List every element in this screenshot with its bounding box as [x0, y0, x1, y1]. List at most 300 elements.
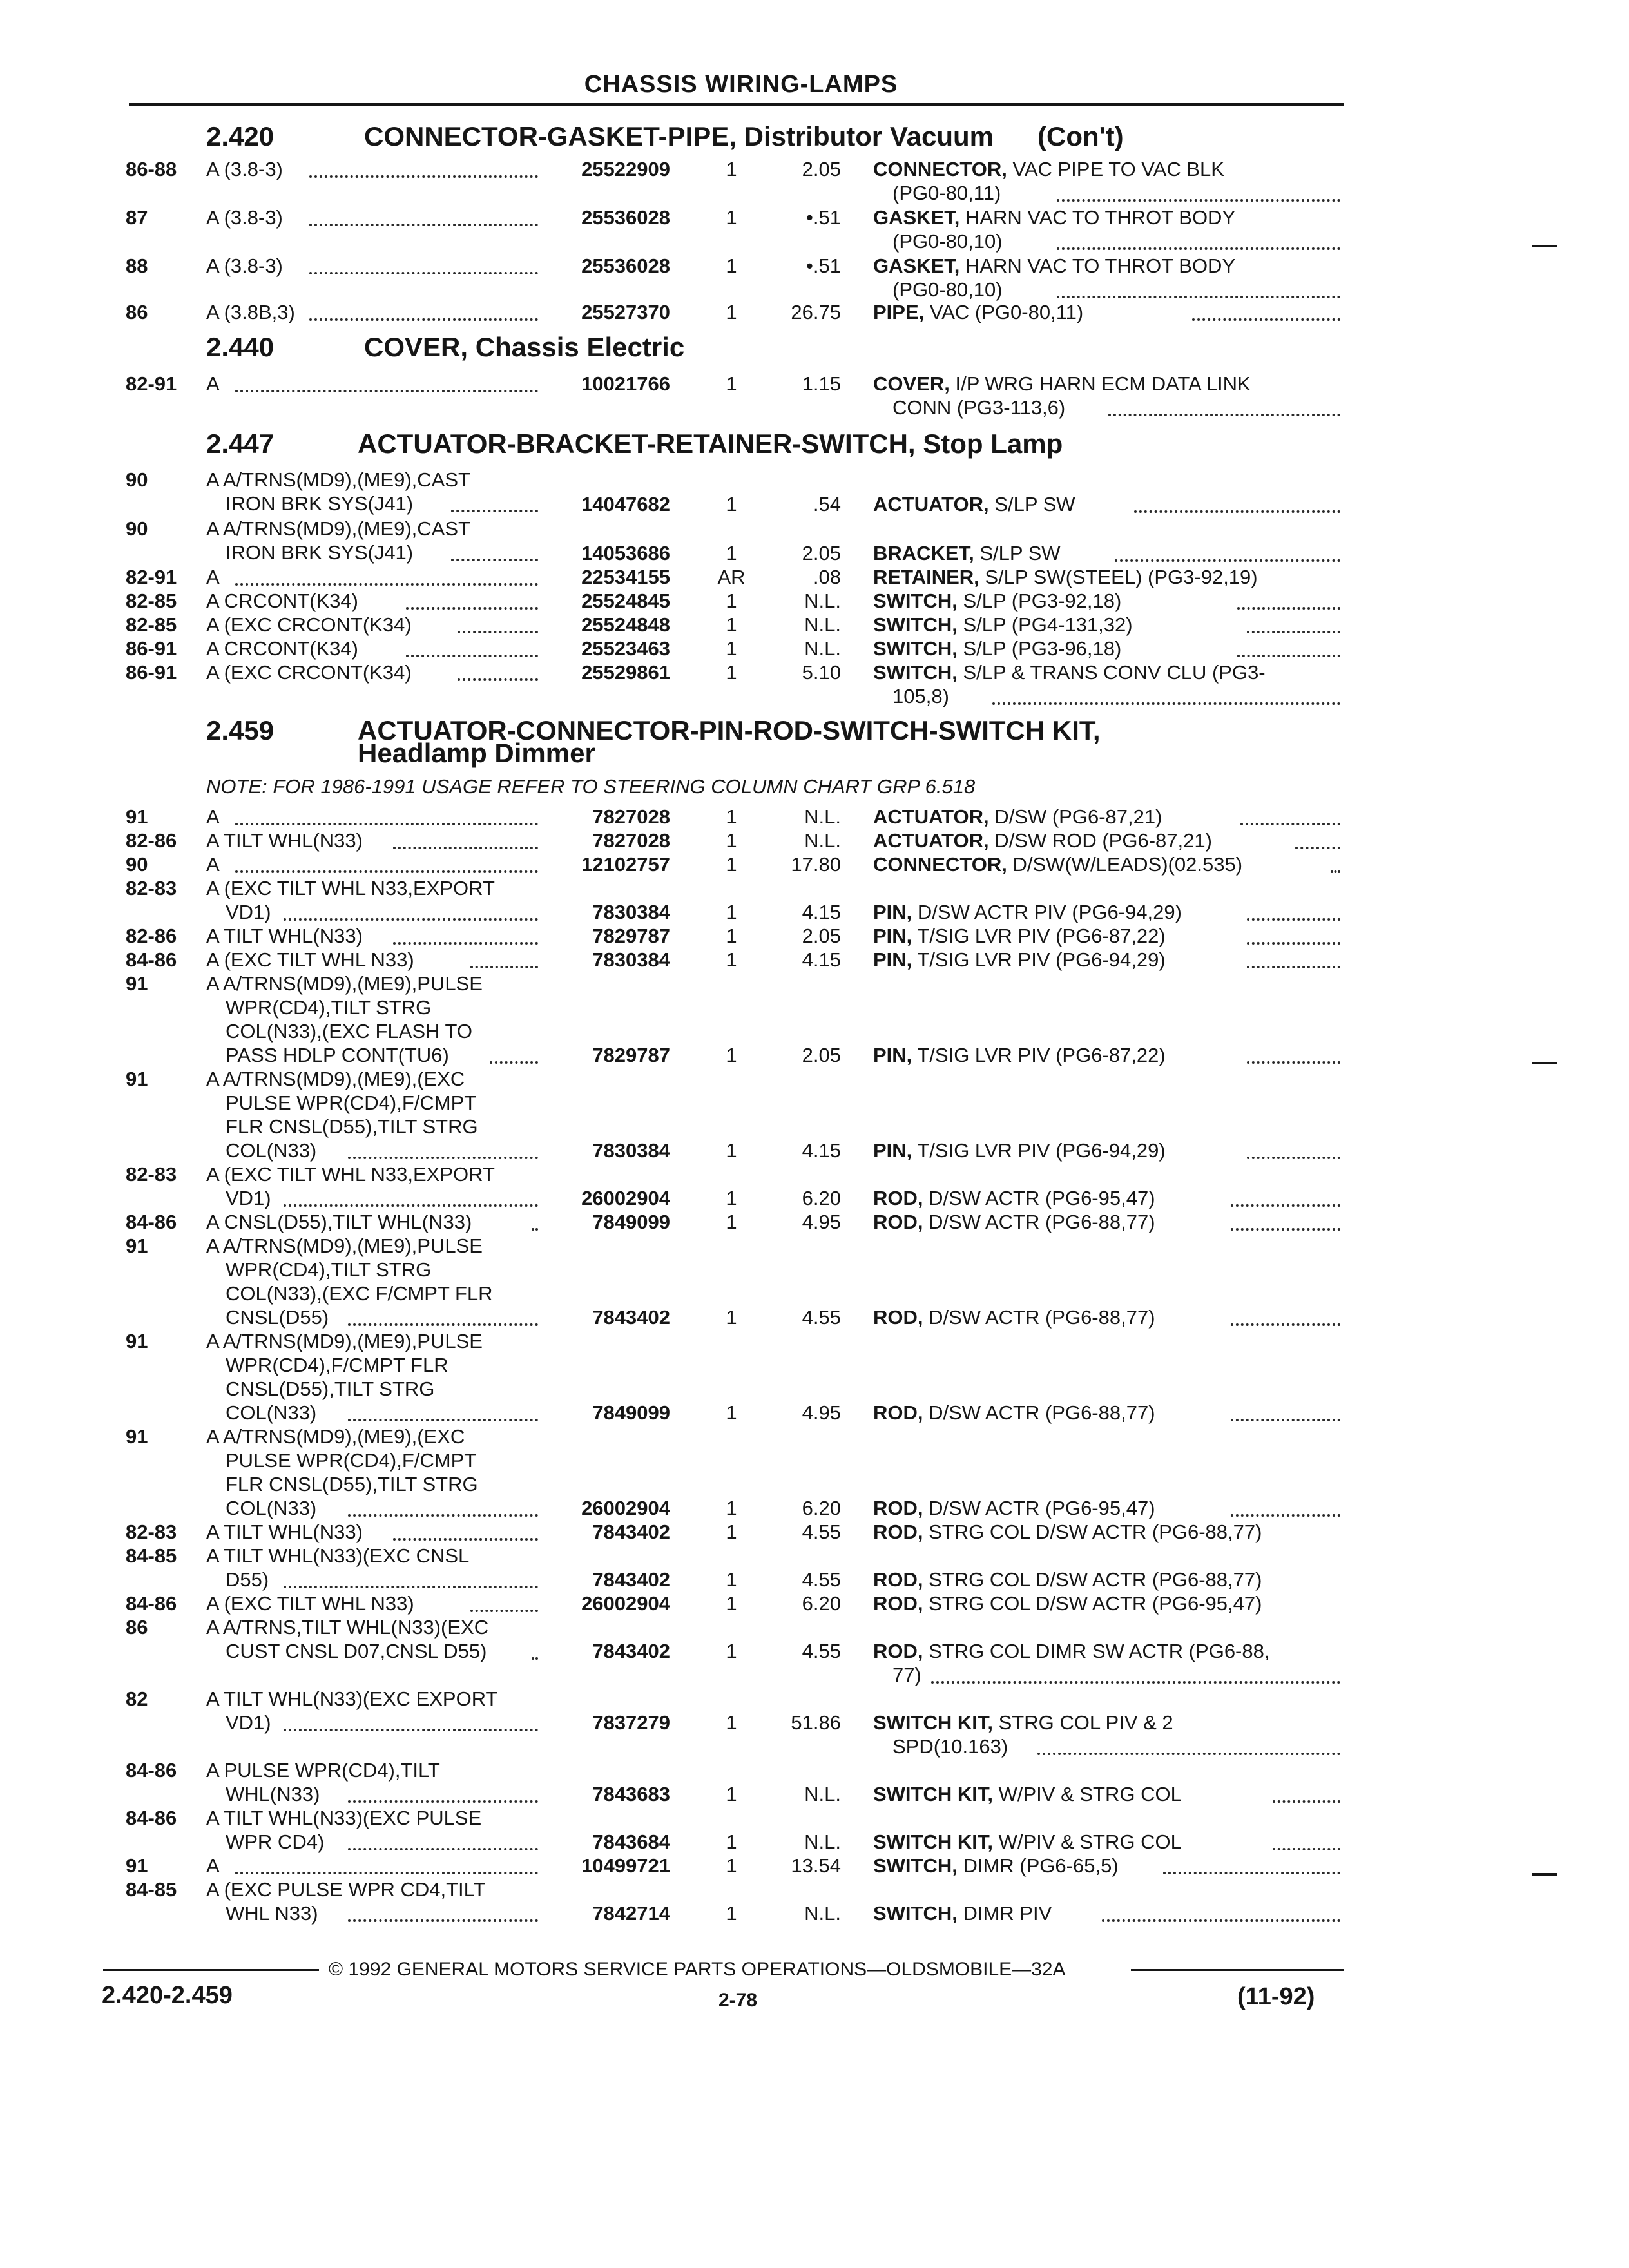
- description-continued: (PG0-80,11): [892, 182, 1001, 204]
- dot-leader: [458, 631, 538, 633]
- application-continued: IRON BRK SYS(J41): [226, 492, 414, 515]
- dot-leader: [1247, 966, 1340, 968]
- application: A TILT WHL(N33)(EXC CNSL: [206, 1544, 470, 1567]
- description: [873, 1831, 1182, 1854]
- part-number-text: 26002904: [581, 1187, 670, 1209]
- description-noun: COVER,: [873, 372, 950, 395]
- description-continued: (PG0-80,10): [892, 278, 1003, 301]
- part-number-text: 25524848: [581, 613, 670, 636]
- description-noun: PIN,: [873, 948, 912, 971]
- quantity: 1: [726, 1497, 737, 1519]
- description-noun: ROD,: [873, 1211, 923, 1233]
- quantity: 1: [726, 853, 737, 876]
- description: [873, 1187, 1155, 1210]
- quantity: 1: [726, 1187, 737, 1209]
- dot-leader: [235, 870, 538, 873]
- description-detail: S/LP SW: [974, 542, 1061, 564]
- description-noun: GASKET,: [873, 206, 960, 229]
- price-text: 5.10: [802, 661, 841, 684]
- part-number-text: 7830384: [592, 948, 670, 971]
- dot-leader: [309, 272, 538, 274]
- part-number-text: 25523463: [581, 637, 670, 660]
- application: A A/TRNS(MD9),(ME9),PULSE: [206, 1235, 483, 1257]
- description-detail: STRG COL DIMR SW ACTR (PG6-88,: [923, 1640, 1270, 1662]
- description: [873, 542, 1061, 565]
- description-continued: (PG0-80,10): [892, 230, 1003, 253]
- description-continued: CONN (PG3-113,6): [892, 396, 1066, 419]
- part-number-text: 25536028: [581, 255, 670, 277]
- price-text: 4.95: [802, 1211, 841, 1233]
- description-detail: STRG COL D/SW ACTR (PG6-95,47): [923, 1592, 1262, 1615]
- quantity: 1: [726, 925, 737, 947]
- dot-leader: [1231, 1228, 1340, 1231]
- application-continued: WPR(CD4),F/CMPT FLR: [226, 1354, 448, 1376]
- model-year: 84-85: [126, 1878, 177, 1901]
- model-year: 82-83: [126, 877, 177, 899]
- quantity: 1: [726, 1211, 737, 1233]
- dot-leader: [1163, 1872, 1340, 1874]
- application: A (EXC CRCONT(K34): [206, 613, 412, 636]
- dot-leader: [1240, 823, 1340, 825]
- application: A CNSL(D55),TILT WHL(N33): [206, 1211, 472, 1233]
- quantity: 1: [726, 493, 737, 515]
- price-text: N.L.: [804, 637, 841, 660]
- description-detail: D/SW ACTR (PG6-88,77): [923, 1306, 1155, 1329]
- part-number-text: 7843684: [592, 1831, 670, 1853]
- dot-leader: [490, 1061, 538, 1064]
- description: [873, 1211, 1155, 1234]
- model-year: 82-86: [126, 925, 177, 947]
- dot-leader: [284, 1729, 538, 1731]
- description: [873, 1306, 1155, 1329]
- model-year: 84-86: [126, 1211, 177, 1233]
- model-year: 82-85: [126, 613, 177, 636]
- application: A (3.8-3): [206, 255, 283, 277]
- quantity: 1: [726, 255, 737, 277]
- dot-leader: [348, 1419, 538, 1421]
- margin-mark: [1532, 1873, 1557, 1876]
- quantity: 1: [726, 1592, 737, 1615]
- quantity: 1: [726, 1401, 737, 1424]
- dot-leader: [1037, 1753, 1340, 1755]
- part-number-text: 7827028: [592, 805, 670, 828]
- description-noun: ACTUATOR,: [873, 493, 989, 515]
- application: A (EXC TILT WHL N33,EXPORT: [206, 877, 495, 899]
- price-text: N.L.: [804, 1831, 841, 1853]
- dot-leader: [1134, 510, 1340, 513]
- application-continued: CUST CNSL D07,CNSL D55): [226, 1640, 487, 1662]
- dot-leader: [235, 1872, 538, 1874]
- application: A (EXC CRCONT(K34): [206, 661, 412, 684]
- footer-rule-right: [1131, 1969, 1344, 1971]
- description: [873, 829, 1212, 852]
- description-noun: SWITCH KIT,: [873, 1831, 993, 1853]
- quantity: 1: [726, 1521, 737, 1543]
- dot-leader: [1231, 1514, 1340, 1517]
- application-continued: WPR CD4): [226, 1831, 325, 1853]
- model-year: 82: [126, 1687, 148, 1710]
- application: A: [206, 372, 220, 395]
- footer-page-number: 2-78: [718, 1990, 758, 2011]
- description: [873, 206, 1235, 229]
- quantity: 1: [726, 206, 737, 229]
- dot-leader: [1247, 631, 1340, 633]
- dot-leader: [393, 847, 538, 849]
- description-detail: I/P WRG HARN ECM DATA LINK: [949, 372, 1251, 395]
- description-noun: ROD,: [873, 1306, 923, 1329]
- quantity: 1: [726, 542, 737, 564]
- part-number-text: 7829787: [592, 1044, 670, 1066]
- price-text: N.L.: [804, 1783, 841, 1805]
- description-noun: SWITCH,: [873, 590, 958, 612]
- part-number-text: 25536028: [581, 206, 670, 229]
- dot-leader: [309, 175, 538, 178]
- dot-leader: [1237, 655, 1340, 657]
- price-text: 2.05: [802, 158, 841, 180]
- application: A A/TRNS,TILT WHL(N33)(EXC: [206, 1616, 489, 1639]
- application-continued: COL(N33),(EXC FLASH TO: [226, 1020, 473, 1043]
- dot-leader: [235, 823, 538, 825]
- price-text: 2.05: [802, 542, 841, 564]
- description-noun: RETAINER,: [873, 566, 979, 588]
- model-year: 87: [126, 206, 148, 229]
- description-noun: ACTUATOR,: [873, 805, 989, 828]
- price-text: 4.55: [802, 1640, 841, 1662]
- section-note: NOTE: FOR 1986-1991 USAGE REFER TO STEERING COLUMN CHART GRP 6.518: [206, 775, 976, 798]
- model-year: 86: [126, 301, 148, 323]
- description-detail: VAC PIPE TO VAC BLK: [1007, 158, 1224, 180]
- application: A: [206, 853, 220, 876]
- price-text: 6.20: [802, 1592, 841, 1615]
- price-text: 4.55: [802, 1521, 841, 1543]
- description: [873, 1044, 1166, 1067]
- model-year: 82-85: [126, 590, 177, 612]
- part-number-text: 7830384: [592, 901, 670, 923]
- part-number-text: 7829787: [592, 925, 670, 947]
- description: [873, 1783, 1182, 1806]
- dot-leader: [1192, 318, 1340, 321]
- dot-leader: [348, 1323, 538, 1326]
- application-continued: COL(N33): [226, 1497, 317, 1519]
- model-year: 91: [126, 1425, 148, 1448]
- description-detail: S/LP SW(STEEL) (PG3-92,19): [979, 566, 1258, 588]
- application-continued: CNSL(D55): [226, 1306, 329, 1329]
- application: A (3.8-3): [206, 206, 283, 229]
- description-noun: ROD,: [873, 1640, 923, 1662]
- description: [873, 590, 1121, 613]
- application: A A/TRNS(MD9),(ME9),CAST: [206, 517, 470, 540]
- description-noun: ROD,: [873, 1521, 923, 1543]
- part-number-text: 26002904: [581, 1497, 670, 1519]
- application: A A/TRNS(MD9),(ME9),PULSE: [206, 972, 483, 995]
- application: A (EXC TILT WHL N33,EXPORT: [206, 1163, 495, 1186]
- part-number-text: 14047682: [581, 493, 670, 515]
- description: [873, 661, 1266, 684]
- description-continued: SPD(10.163): [892, 1735, 1008, 1758]
- section-number: 2.447: [206, 428, 275, 459]
- dot-leader: [1237, 607, 1340, 610]
- description-detail: S/LP & TRANS CONV CLU (PG3-: [957, 661, 1266, 684]
- quantity: 1: [726, 1640, 737, 1662]
- description: [873, 1139, 1166, 1162]
- application-continued: FLR CNSL(D55),TILT STRG: [226, 1115, 478, 1138]
- dot-leader: [393, 942, 538, 945]
- description-noun: ROD,: [873, 1497, 923, 1519]
- application: A TILT WHL(N33): [206, 829, 363, 852]
- description-detail: D/SW ACTR (PG6-95,47): [923, 1187, 1155, 1209]
- price-text: 4.55: [802, 1306, 841, 1329]
- dot-leader: [1057, 296, 1340, 298]
- dot-leader: [470, 966, 538, 968]
- dot-leader: [992, 702, 1340, 705]
- application: A A/TRNS(MD9),(ME9),CAST: [206, 468, 470, 491]
- description-detail: D/SW (PG6-87,21): [988, 805, 1162, 828]
- application: A TILT WHL(N33): [206, 1521, 363, 1543]
- description-continued: 105,8): [892, 685, 949, 707]
- header-rule: [129, 103, 1344, 106]
- model-year: 90: [126, 517, 148, 540]
- price-text: N.L.: [804, 590, 841, 612]
- description-noun: SWITCH,: [873, 1854, 958, 1877]
- dot-leader: [393, 1538, 538, 1541]
- dot-leader: [458, 678, 538, 681]
- description-noun: SWITCH,: [873, 1902, 958, 1925]
- description-noun: PIPE,: [873, 301, 925, 323]
- application-continued: WPR(CD4),TILT STRG: [226, 1258, 432, 1281]
- price-text: 4.15: [802, 1139, 841, 1162]
- application: A TILT WHL(N33): [206, 925, 363, 947]
- dot-leader: [1247, 1157, 1340, 1159]
- quantity: 1: [726, 901, 737, 923]
- dot-leader: [348, 1919, 538, 1922]
- description-noun: GASKET,: [873, 255, 960, 277]
- model-year: 82-86: [126, 829, 177, 852]
- price-text: .08: [813, 566, 841, 588]
- dot-leader: [284, 1586, 538, 1588]
- footer-range: 2.420-2.459: [102, 1982, 233, 2009]
- part-number-text: 25522909: [581, 158, 670, 180]
- description-detail: D/SW ACTR (PG6-88,77): [923, 1401, 1155, 1424]
- part-number-text: 7843402: [592, 1521, 670, 1543]
- quantity: 1: [726, 661, 737, 684]
- model-year: 86-91: [126, 637, 177, 660]
- dot-leader: [348, 1800, 538, 1803]
- description-detail: T/SIG LVR PIV (PG6-94,29): [912, 1139, 1166, 1162]
- quantity: 1: [726, 1306, 737, 1329]
- part-number-text: 7827028: [592, 829, 670, 852]
- price-text: 4.95: [802, 1401, 841, 1424]
- part-number-text: 7837279: [592, 1711, 670, 1734]
- description: [873, 566, 1258, 589]
- section-number: 2.440: [206, 332, 275, 362]
- description-detail: W/PIV & STRG COL: [993, 1783, 1182, 1805]
- part-number-text: 25529861: [581, 661, 670, 684]
- quantity: 1: [726, 158, 737, 180]
- dot-leader: [1231, 1419, 1340, 1421]
- page-header-title: CHASSIS WIRING-LAMPS: [584, 71, 898, 98]
- section-title: CONNECTOR-GASKET-PIPE, Distributor Vacuum (Con't): [364, 121, 1124, 151]
- part-number-text: 7843402: [592, 1568, 670, 1591]
- model-year: 90: [126, 468, 148, 491]
- application-continued: FLR CNSL(D55),TILT STRG: [226, 1473, 478, 1495]
- description-detail: STRG COL D/SW ACTR (PG6-88,77): [923, 1568, 1262, 1591]
- description: [873, 1521, 1262, 1544]
- margin-mark: [1532, 1062, 1557, 1064]
- description-detail: S/LP SW: [988, 493, 1075, 515]
- description: [873, 637, 1121, 660]
- description-noun: ACTUATOR,: [873, 829, 989, 852]
- description-noun: SWITCH,: [873, 661, 958, 684]
- description-detail: D/SW ROD (PG6-87,21): [988, 829, 1212, 852]
- price-text: •.51: [806, 206, 841, 229]
- description-noun: CONNECTOR,: [873, 853, 1007, 876]
- description-detail: D/SW ACTR PIV (PG6-94,29): [912, 901, 1182, 923]
- dot-leader: [451, 559, 538, 561]
- model-year: 91: [126, 1068, 148, 1090]
- dot-leader: [470, 1610, 538, 1612]
- part-number-text: 7843683: [592, 1783, 670, 1805]
- description-noun: PIN,: [873, 901, 912, 923]
- part-number-text: 26002904: [581, 1592, 670, 1615]
- description-noun: SWITCH KIT,: [873, 1711, 993, 1734]
- quantity: 1: [726, 301, 737, 323]
- quantity: 1: [726, 1902, 737, 1925]
- dot-leader: [931, 1681, 1340, 1684]
- price-text: N.L.: [804, 1902, 841, 1925]
- description: [873, 1592, 1262, 1615]
- description: [873, 805, 1162, 829]
- quantity: 1: [726, 805, 737, 828]
- model-year: 91: [126, 1854, 148, 1877]
- dot-leader: [348, 1514, 538, 1517]
- application: A (EXC TILT WHL N33): [206, 948, 414, 971]
- price-text: 17.80: [791, 853, 841, 876]
- quantity: 1: [726, 1831, 737, 1853]
- dot-leader: [1247, 942, 1340, 945]
- description-detail: DIMR PIV: [957, 1902, 1052, 1925]
- part-number-text: 10499721: [581, 1854, 670, 1877]
- model-year: 84-86: [126, 1759, 177, 1782]
- dot-leader: [309, 224, 538, 226]
- description-noun: ROD,: [873, 1592, 923, 1615]
- model-year: 91: [126, 805, 148, 828]
- description-detail: T/SIG LVR PIV (PG6-87,22): [912, 925, 1166, 947]
- application-continued: VD1): [226, 901, 271, 923]
- description-detail: D/SW ACTR (PG6-88,77): [923, 1211, 1155, 1233]
- description-detail: HARN VAC TO THROT BODY: [959, 206, 1236, 229]
- dot-leader: [1231, 1323, 1340, 1326]
- part-number-text: 22534155: [581, 566, 670, 588]
- description-detail: D/SW ACTR (PG6-95,47): [923, 1497, 1155, 1519]
- application: A A/TRNS(MD9),(ME9),PULSE: [206, 1330, 483, 1352]
- application-continued: VD1): [226, 1711, 271, 1734]
- quantity: 1: [726, 948, 737, 971]
- quantity: 1: [726, 1783, 737, 1805]
- description: [873, 853, 1242, 876]
- description: [873, 1497, 1155, 1520]
- dot-leader: [1115, 559, 1340, 562]
- dot-leader: [1057, 247, 1340, 250]
- dot-leader: [406, 655, 538, 657]
- model-year: 91: [126, 972, 148, 995]
- section-title-line2: Headlamp Dimmer: [358, 738, 595, 768]
- section-number: 2.420: [206, 121, 275, 151]
- description-noun: SWITCH KIT,: [873, 1783, 993, 1805]
- description: [873, 1568, 1262, 1591]
- application: A A/TRNS(MD9),(ME9),(EXC: [206, 1425, 465, 1448]
- quantity: 1: [726, 1854, 737, 1877]
- description-noun: ROD,: [873, 1401, 923, 1424]
- dot-leader: [406, 607, 538, 610]
- description: [873, 1640, 1269, 1663]
- description-detail: S/LP (PG3-92,18): [957, 590, 1122, 612]
- application-continued: CNSL(D55),TILT STRG: [226, 1378, 435, 1400]
- application: A A/TRNS(MD9),(ME9),(EXC: [206, 1068, 465, 1090]
- price-text: 1.15: [802, 372, 841, 395]
- description-noun: ROD,: [873, 1187, 923, 1209]
- part-number-text: 7843402: [592, 1306, 670, 1329]
- dot-leader: [1057, 199, 1340, 202]
- price-text: 4.15: [802, 948, 841, 971]
- description: [873, 1401, 1155, 1425]
- dot-leader: [1273, 1848, 1340, 1850]
- dot-leader: [284, 1204, 538, 1207]
- description-detail: T/SIG LVR PIV (PG6-87,22): [912, 1044, 1166, 1066]
- part-number-text: 7843402: [592, 1640, 670, 1662]
- dot-leader: [235, 390, 538, 392]
- application-continued: COL(N33),(EXC F/CMPT FLR: [226, 1282, 493, 1305]
- part-number-text: 7849099: [592, 1401, 670, 1424]
- application-continued: WPR(CD4),TILT STRG: [226, 996, 432, 1019]
- price-text: 2.05: [802, 1044, 841, 1066]
- price-text: •.51: [806, 255, 841, 277]
- description-detail: VAC (PG0-80,11): [924, 301, 1084, 323]
- application-continued: COL(N33): [226, 1139, 317, 1162]
- application: A: [206, 566, 220, 588]
- quantity: 1: [726, 590, 737, 612]
- dot-leader: [348, 1848, 538, 1850]
- quantity: AR: [717, 566, 746, 588]
- description-noun: ROD,: [873, 1568, 923, 1591]
- dot-leader: [1273, 1800, 1340, 1803]
- dot-leader: [1331, 870, 1340, 873]
- price-text: 4.55: [802, 1568, 841, 1591]
- dot-leader: [1108, 414, 1340, 416]
- model-year: 86-88: [126, 158, 177, 180]
- price-text: N.L.: [804, 805, 841, 828]
- description-detail: D/SW(W/LEADS)(02.535): [1007, 853, 1243, 876]
- description-detail: STRG COL D/SW ACTR (PG6-88,77): [923, 1521, 1262, 1543]
- description: [873, 493, 1075, 516]
- price-text: 4.15: [802, 901, 841, 923]
- model-year: 84-86: [126, 948, 177, 971]
- price-text: 6.20: [802, 1187, 841, 1209]
- part-number-text: 25527370: [581, 301, 670, 323]
- model-year: 91: [126, 1235, 148, 1257]
- model-year: 82-91: [126, 372, 177, 395]
- application-continued: D55): [226, 1568, 269, 1591]
- dot-leader: [532, 1228, 538, 1231]
- description-noun: CONNECTOR,: [873, 158, 1007, 180]
- price-text: .54: [813, 493, 841, 515]
- part-number-text: 7849099: [592, 1211, 670, 1233]
- part-number-text: 10021766: [581, 372, 670, 395]
- model-year: 82-83: [126, 1163, 177, 1186]
- price-text: 51.86: [791, 1711, 841, 1734]
- dot-leader: [309, 318, 538, 321]
- model-year: 82-91: [126, 566, 177, 588]
- model-year: 88: [126, 255, 148, 277]
